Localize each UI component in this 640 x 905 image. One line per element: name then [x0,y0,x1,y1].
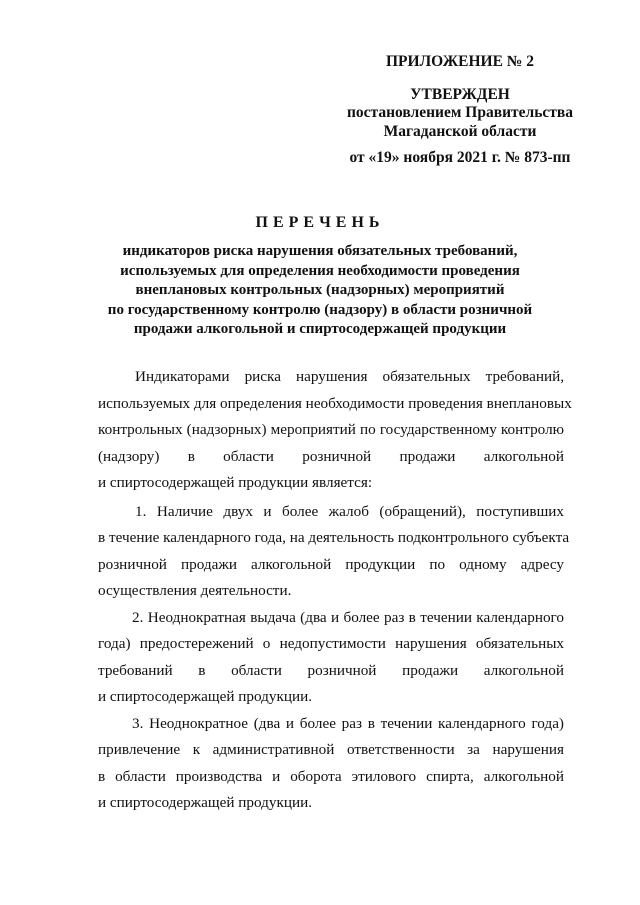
text-line: года) предостережений о недопустимости нарушения обязательных [98,635,564,652]
text-line: 1. Наличие двух и более жалоб (обращений), поступивших [135,502,564,520]
text-line: в области производства и оборота этилового спирта, алкогольной [98,767,564,785]
document-subtitle [90,242,550,340]
text-line: и спиртосодержащей продукции. [98,794,313,811]
subtitle-line: продажи алкогольной и спиртосодержащей продукции [133,321,507,337]
list-item-1 [98,499,570,605]
subtitle-line: индикаторов риска нарушения обязательных требований, [122,243,518,259]
text-line: используемых для определения необходимости проведения внеплановых [98,394,572,412]
text-line: 3. Неоднократное (два и более раз в течении календарного года) [132,714,564,732]
text-line: в течение календарного года, на деятельность подконтрольного субъекта [98,529,570,546]
text-line: Индикаторами риска нарушения обязательных требований, [135,368,564,385]
approval-authority-line: Магаданской области [383,123,537,140]
document-body [98,364,572,817]
appendix-number: ПРИЛОЖЕНИЕ № 2 [386,53,534,70]
text-line: осуществления деятельности. [98,582,292,599]
text-line: (надзору) в области розничной продажи алкогольной [98,447,564,465]
text-line: розничной продажи алкогольной продукции по одному адресу [98,555,564,573]
approval-date: от «19» ноября 2021 г. № 873-пп [349,149,571,166]
approval-authority-line: постановлением Правительства [346,104,574,121]
subtitle-line: используемых для определения необходимости проведения [120,262,520,279]
text-line: привлечение к административной ответственности за нарушения [98,741,564,758]
subtitle-line: по государственному контролю (надзору) в области розничной [107,301,533,318]
document-title: ПЕРЕЧЕНЬ [255,214,385,231]
text-line: 2. Неоднократная выдача (два и более раз в течении календарного [132,608,564,626]
text-line: требований в области розничной продажи алкогольной [98,661,564,679]
approval-authority [330,103,590,141]
approval-stamp-heading: УТВЕРЖДЕН [410,86,510,103]
text-line: и спиртосодержащей продукции является: [98,474,373,491]
text-line: и спиртосодержащей продукции. [98,688,313,705]
list-item-3 [98,711,564,817]
subtitle-line: внеплановых контрольных (надзорных) мероприятий [135,282,505,298]
list-item-2 [98,605,564,711]
text-line: контрольных (надзорных) мероприятий по государственному контролю [98,421,564,438]
intro-paragraph [98,364,572,497]
